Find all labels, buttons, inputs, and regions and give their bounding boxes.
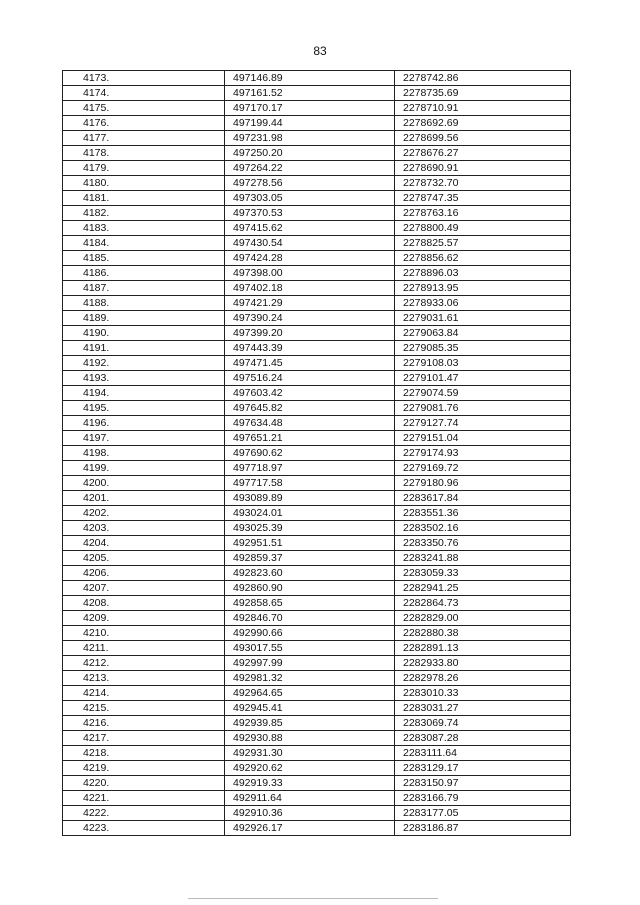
point-number-cell: 4190. (63, 326, 225, 341)
x-coordinate-cell: 497634.48 (225, 416, 395, 431)
y-coordinate-cell: 2278735.69 (395, 86, 571, 101)
y-coordinate-cell: 2278747.35 (395, 191, 571, 206)
table-row (63, 341, 571, 356)
y-coordinate-cell: 2282880.38 (395, 626, 571, 641)
table-row (63, 206, 571, 221)
point-number-cell: 4186. (63, 266, 225, 281)
x-coordinate-cell: 497645.82 (225, 401, 395, 416)
x-coordinate-cell: 497161.52 (225, 86, 395, 101)
table-row (63, 701, 571, 716)
y-coordinate-cell: 2278699.56 (395, 131, 571, 146)
point-number-cell: 4208. (63, 596, 225, 611)
point-number-cell: 4173. (63, 71, 225, 86)
y-coordinate-cell: 2279101.47 (395, 371, 571, 386)
table-row (63, 491, 571, 506)
point-number-cell: 4212. (63, 656, 225, 671)
point-number-cell: 4188. (63, 296, 225, 311)
y-coordinate-cell: 2283177.05 (395, 806, 571, 821)
y-coordinate-cell: 2278763.16 (395, 206, 571, 221)
y-coordinate-cell: 2278732.70 (395, 176, 571, 191)
table-row (63, 266, 571, 281)
table-row (63, 581, 571, 596)
x-coordinate-cell: 492846.70 (225, 611, 395, 626)
table-row (63, 731, 571, 746)
y-coordinate-cell: 2278913.95 (395, 281, 571, 296)
page-number: 83 (313, 44, 327, 58)
x-coordinate-cell: 492945.41 (225, 701, 395, 716)
x-coordinate-cell: 492951.51 (225, 536, 395, 551)
point-number-cell: 4178. (63, 146, 225, 161)
bottom-rule (188, 898, 438, 899)
y-coordinate-cell: 2283617.84 (395, 491, 571, 506)
x-coordinate-cell: 492920.62 (225, 761, 395, 776)
x-coordinate-cell: 497146.89 (225, 71, 395, 86)
table-row (63, 746, 571, 761)
point-number-cell: 4200. (63, 476, 225, 491)
x-coordinate-cell: 492910.36 (225, 806, 395, 821)
y-coordinate-cell: 2283551.36 (395, 506, 571, 521)
point-number-cell: 4210. (63, 626, 225, 641)
point-number-cell: 4223. (63, 821, 225, 836)
x-coordinate-cell: 492919.33 (225, 776, 395, 791)
y-coordinate-cell: 2279180.96 (395, 476, 571, 491)
table-row (63, 236, 571, 251)
table-row (63, 671, 571, 686)
y-coordinate-cell: 2279151.04 (395, 431, 571, 446)
y-coordinate-cell: 2283087.28 (395, 731, 571, 746)
x-coordinate-cell: 497264.22 (225, 161, 395, 176)
y-coordinate-cell: 2278825.57 (395, 236, 571, 251)
x-coordinate-cell: 493089.89 (225, 491, 395, 506)
x-coordinate-cell: 492823.60 (225, 566, 395, 581)
y-coordinate-cell: 2278692.69 (395, 116, 571, 131)
point-number-cell: 4220. (63, 776, 225, 791)
y-coordinate-cell: 2283166.79 (395, 791, 571, 806)
point-number-cell: 4184. (63, 236, 225, 251)
point-number-cell: 4214. (63, 686, 225, 701)
x-coordinate-cell: 492964.65 (225, 686, 395, 701)
y-coordinate-cell: 2283502.16 (395, 521, 571, 536)
table-row (63, 116, 571, 131)
x-coordinate-cell: 497443.39 (225, 341, 395, 356)
table-row (63, 476, 571, 491)
y-coordinate-cell: 2282933.80 (395, 656, 571, 671)
point-number-cell: 4176. (63, 116, 225, 131)
table-row (63, 131, 571, 146)
y-coordinate-cell: 2282891.13 (395, 641, 571, 656)
y-coordinate-cell: 2282941.25 (395, 581, 571, 596)
point-number-cell: 4195. (63, 401, 225, 416)
y-coordinate-cell: 2279108.03 (395, 356, 571, 371)
table-row (63, 551, 571, 566)
y-coordinate-cell: 2283129.17 (395, 761, 571, 776)
point-number-cell: 4219. (63, 761, 225, 776)
x-coordinate-cell: 492860.90 (225, 581, 395, 596)
y-coordinate-cell: 2278690.91 (395, 161, 571, 176)
x-coordinate-cell: 492931.30 (225, 746, 395, 761)
y-coordinate-cell: 2279081.76 (395, 401, 571, 416)
point-number-cell: 4183. (63, 221, 225, 236)
y-coordinate-cell: 2279085.35 (395, 341, 571, 356)
y-coordinate-cell: 2283241.88 (395, 551, 571, 566)
x-coordinate-cell: 497603.42 (225, 386, 395, 401)
table-row (63, 101, 571, 116)
x-coordinate-cell: 493017.55 (225, 641, 395, 656)
y-coordinate-cell: 2278800.49 (395, 221, 571, 236)
table-row (63, 656, 571, 671)
x-coordinate-cell: 497231.98 (225, 131, 395, 146)
point-number-cell: 4179. (63, 161, 225, 176)
x-coordinate-cell: 497398.00 (225, 266, 395, 281)
table-row (63, 251, 571, 266)
point-number-cell: 4205. (63, 551, 225, 566)
table-row (63, 161, 571, 176)
table-row (63, 521, 571, 536)
point-number-cell: 4193. (63, 371, 225, 386)
y-coordinate-cell: 2283111.64 (395, 746, 571, 761)
y-coordinate-cell: 2283031.27 (395, 701, 571, 716)
point-number-cell: 4198. (63, 446, 225, 461)
table-row (63, 386, 571, 401)
x-coordinate-cell: 497471.45 (225, 356, 395, 371)
y-coordinate-cell: 2283350.76 (395, 536, 571, 551)
table-row (63, 716, 571, 731)
y-coordinate-cell: 2279031.61 (395, 311, 571, 326)
point-number-cell: 4222. (63, 806, 225, 821)
table-row (63, 356, 571, 371)
point-number-cell: 4196. (63, 416, 225, 431)
x-coordinate-cell: 492939.85 (225, 716, 395, 731)
point-number-cell: 4185. (63, 251, 225, 266)
x-coordinate-cell: 497250.20 (225, 146, 395, 161)
x-coordinate-cell: 492858.65 (225, 596, 395, 611)
x-coordinate-cell: 492990.66 (225, 626, 395, 641)
point-number-cell: 4215. (63, 701, 225, 716)
table-row (63, 806, 571, 821)
table-row (63, 176, 571, 191)
x-coordinate-cell: 497516.24 (225, 371, 395, 386)
x-coordinate-cell: 497278.56 (225, 176, 395, 191)
point-number-cell: 4191. (63, 341, 225, 356)
x-coordinate-cell: 492926.17 (225, 821, 395, 836)
y-coordinate-cell: 2282829.00 (395, 611, 571, 626)
table-row (63, 461, 571, 476)
x-coordinate-cell: 497717.58 (225, 476, 395, 491)
x-coordinate-cell: 497424.28 (225, 251, 395, 266)
point-number-cell: 4175. (63, 101, 225, 116)
point-number-cell: 4203. (63, 521, 225, 536)
table-row (63, 776, 571, 791)
y-coordinate-cell: 2279169.72 (395, 461, 571, 476)
x-coordinate-cell: 497402.18 (225, 281, 395, 296)
table-row (63, 191, 571, 206)
point-number-cell: 4213. (63, 671, 225, 686)
y-coordinate-cell: 2278676.27 (395, 146, 571, 161)
table-row (63, 611, 571, 626)
table-row (63, 761, 571, 776)
y-coordinate-cell: 2283059.33 (395, 566, 571, 581)
table-row (63, 326, 571, 341)
x-coordinate-cell: 497399.20 (225, 326, 395, 341)
table-row (63, 371, 571, 386)
x-coordinate-cell: 497415.62 (225, 221, 395, 236)
y-coordinate-cell: 2279063.84 (395, 326, 571, 341)
x-coordinate-cell: 497390.24 (225, 311, 395, 326)
y-coordinate-cell: 2278710.91 (395, 101, 571, 116)
table-row (63, 446, 571, 461)
table-row (63, 401, 571, 416)
table-row (63, 71, 571, 86)
table-row (63, 146, 571, 161)
point-number-cell: 4204. (63, 536, 225, 551)
table-row (63, 566, 571, 581)
table-row (63, 311, 571, 326)
table-row (63, 506, 571, 521)
x-coordinate-cell: 497199.44 (225, 116, 395, 131)
x-coordinate-cell: 497690.62 (225, 446, 395, 461)
point-number-cell: 4187. (63, 281, 225, 296)
x-coordinate-cell: 497170.17 (225, 101, 395, 116)
x-coordinate-cell: 492859.37 (225, 551, 395, 566)
table-row (63, 641, 571, 656)
point-number-cell: 4207. (63, 581, 225, 596)
x-coordinate-cell: 497651.21 (225, 431, 395, 446)
coordinates-table (62, 70, 571, 836)
y-coordinate-cell: 2279074.59 (395, 386, 571, 401)
table-row (63, 791, 571, 806)
x-coordinate-cell: 493025.39 (225, 521, 395, 536)
x-coordinate-cell: 497370.53 (225, 206, 395, 221)
y-coordinate-cell: 2283069.74 (395, 716, 571, 731)
table-row (63, 416, 571, 431)
y-coordinate-cell: 2278896.03 (395, 266, 571, 281)
table-row (63, 686, 571, 701)
point-number-cell: 4174. (63, 86, 225, 101)
point-number-cell: 4201. (63, 491, 225, 506)
point-number-cell: 4189. (63, 311, 225, 326)
table-row (63, 221, 571, 236)
y-coordinate-cell: 2278856.62 (395, 251, 571, 266)
x-coordinate-cell: 493024.01 (225, 506, 395, 521)
y-coordinate-cell: 2283010.33 (395, 686, 571, 701)
point-number-cell: 4182. (63, 206, 225, 221)
y-coordinate-cell: 2282978.26 (395, 671, 571, 686)
point-number-cell: 4221. (63, 791, 225, 806)
table-row (63, 821, 571, 836)
point-number-cell: 4199. (63, 461, 225, 476)
point-number-cell: 4197. (63, 431, 225, 446)
table-row (63, 626, 571, 641)
y-coordinate-cell: 2279127.74 (395, 416, 571, 431)
table-row (63, 281, 571, 296)
coordinates-table-body (63, 71, 571, 836)
y-coordinate-cell: 2278933.06 (395, 296, 571, 311)
x-coordinate-cell: 497718.97 (225, 461, 395, 476)
table-row (63, 431, 571, 446)
table-row (63, 296, 571, 311)
x-coordinate-cell: 497430.54 (225, 236, 395, 251)
table-row (63, 86, 571, 101)
y-coordinate-cell: 2283150.97 (395, 776, 571, 791)
point-number-cell: 4217. (63, 731, 225, 746)
point-number-cell: 4181. (63, 191, 225, 206)
point-number-cell: 4194. (63, 386, 225, 401)
point-number-cell: 4177. (63, 131, 225, 146)
y-coordinate-cell: 2279174.93 (395, 446, 571, 461)
point-number-cell: 4192. (63, 356, 225, 371)
point-number-cell: 4180. (63, 176, 225, 191)
point-number-cell: 4209. (63, 611, 225, 626)
point-number-cell: 4211. (63, 641, 225, 656)
point-number-cell: 4202. (63, 506, 225, 521)
x-coordinate-cell: 492930.88 (225, 731, 395, 746)
x-coordinate-cell: 497303.05 (225, 191, 395, 206)
table-row (63, 536, 571, 551)
table-row (63, 596, 571, 611)
x-coordinate-cell: 497421.29 (225, 296, 395, 311)
point-number-cell: 4216. (63, 716, 225, 731)
y-coordinate-cell: 2278742.86 (395, 71, 571, 86)
x-coordinate-cell: 492997.99 (225, 656, 395, 671)
y-coordinate-cell: 2283186.87 (395, 821, 571, 836)
point-number-cell: 4218. (63, 746, 225, 761)
x-coordinate-cell: 492981.32 (225, 671, 395, 686)
point-number-cell: 4206. (63, 566, 225, 581)
y-coordinate-cell: 2282864.73 (395, 596, 571, 611)
x-coordinate-cell: 492911.64 (225, 791, 395, 806)
